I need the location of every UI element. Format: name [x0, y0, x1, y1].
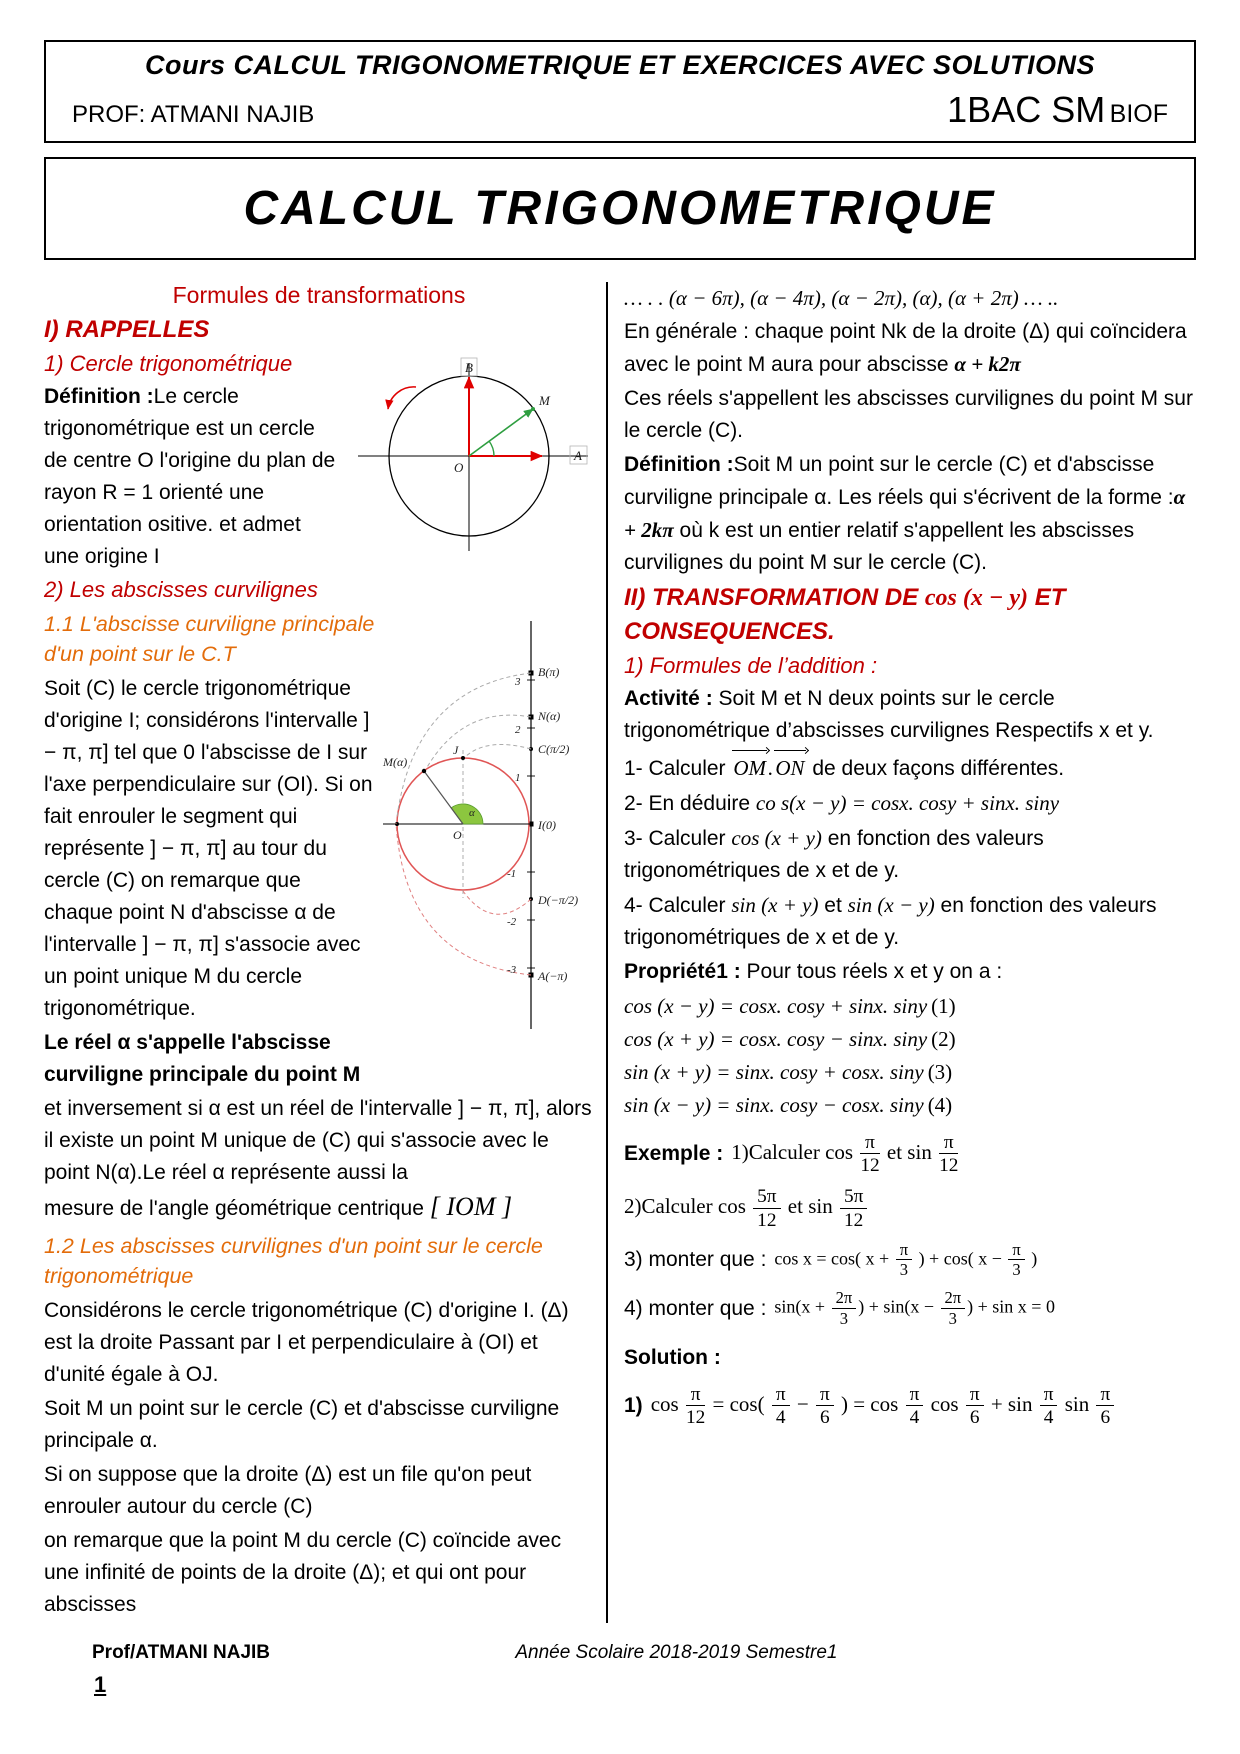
heading-1-2: 1.2 Les abscisses curvilignes d'un point sur le cercle trigonométrique — [44, 1234, 543, 1288]
paragraph-soit-m: Soit M un point sur le cercle (C) et d'abscisse curviligne principale α. — [44, 1397, 560, 1452]
paragraph-on-remarque: on remarque que la point M du cercle (C) coïncide avec une infinité de points de la droite (Δ); et qui ont pour abscisses — [44, 1529, 562, 1616]
formula-2-number: (2) — [931, 1027, 956, 1051]
content-columns — [44, 282, 1196, 1623]
header-box — [44, 40, 1196, 143]
heading-cercle-trigonometrique: 1) Cercle trigonométrique — [44, 351, 293, 376]
item3-post: en fonction des valeurs trigonométriques de x et de y. — [624, 827, 1044, 882]
item1-post: de deux façons différentes. — [806, 757, 1065, 780]
item4-formula1: sin (x + y) — [731, 893, 819, 917]
example-3-formula: cos x = cos( x + $\frac{\pi}{3}$ ) + cos( x − $\frac{\pi}{3}$ ) — [774, 1239, 1038, 1280]
diagram1-label-b: B — [465, 360, 473, 375]
paragraph-mesure-angle — [44, 1191, 594, 1225]
vector-on: ON — [773, 749, 806, 784]
activite-label: Activité : — [624, 687, 713, 710]
vector-om: OM — [731, 749, 768, 784]
definition-abscisses — [624, 449, 1196, 579]
example-1-formula: 1)Calculer cos $\frac{\pi}{12}$ et sin $\frac{\pi}{12}$ — [731, 1132, 959, 1177]
main-title-box — [44, 157, 1196, 260]
item2-formula: co s(x − y) = cosx. cosy + sinx. siny — [755, 791, 1060, 815]
class-level — [947, 89, 1168, 131]
mesure-text: mesure de l'angle géométrique centrique — [44, 1197, 424, 1220]
solution-heading: Solution : — [624, 1345, 721, 1369]
heading-abscisses-curvilignes: 2) Les abscisses curvilignes — [44, 577, 318, 602]
paragraph-ces-reels: Ces réels s'appellent les abscisses curvilignes du point M sur le cercle (C). — [624, 387, 1193, 442]
paragraph-inversement: et inversement si α est un réel de l'intervalle ] − π, π], alors il existe un point M unique de (C) qui s'associe avec le point N(α).Le réel α représente aussi la — [44, 1097, 592, 1184]
diagram2-tick-2: 2 — [515, 724, 521, 736]
diagram2-label-b: B(π) — [538, 665, 560, 679]
diagram2-label-c: C(π/2) — [538, 742, 570, 756]
formula-3 — [624, 1056, 1196, 1089]
diagram1-label-m: M — [539, 393, 550, 408]
paragraph-si-on-suppose: Si on suppose que la droite (Δ) est un file qu'on peut enrouler autour du cercle (C) — [44, 1463, 532, 1518]
diagram2-label-i: I(0) — [538, 818, 556, 832]
diagram2-label-alpha: α — [469, 807, 475, 819]
paragraph-en-generale — [624, 316, 1196, 381]
document-title: CALCUL TRIGONOMETRIQUE — [243, 182, 997, 235]
right-column — [608, 282, 1196, 1623]
definition-text: Le cercle trigonométrique est un cercle de centre O l'origine du plan de rayon R = 1 orienté une orientation ositive. et admet une origine I — [44, 385, 336, 568]
example-line-3 — [624, 1241, 1196, 1279]
diagram2-label-n: N(α) — [538, 709, 561, 723]
formula-1 — [624, 990, 1196, 1023]
heading-formules-addition: 1) Formules de l’addition : — [624, 653, 878, 678]
item4-mid: et — [818, 894, 848, 917]
paragraph-reel-alpha: Le réel α s'appelle l'abscisse curviligne principale du point M — [44, 1031, 361, 1086]
heading-transformation-math: cos (x − y) — [924, 585, 1029, 611]
definition-text-c: où k est un entier relatif s'appellent les abscisses curvilignes du point M sur le cercle (C). — [624, 519, 1135, 574]
propriete-text: Pour tous réels x et y on a : — [740, 960, 1003, 983]
example-4-label: 4) monter que : — [624, 1296, 767, 1320]
diagram2-label-o: O — [453, 828, 462, 842]
diagram1-label-a: A — [574, 448, 582, 463]
footer-prof: Prof/ATMANI NAJIB — [92, 1642, 271, 1663]
heading-1-1: 1.1 L'abscisse curviligne principale d'un point sur le C.T — [44, 612, 375, 666]
item4-formula2: sin (x − y) — [847, 893, 935, 917]
example-line-2 — [624, 1186, 1196, 1230]
definition-label-right: Définition : — [624, 453, 734, 476]
solution-line-1 — [624, 1384, 1196, 1428]
diagram2-tick-3: 3 — [515, 676, 521, 688]
page-footer — [92, 1642, 837, 1664]
example-4-formula: sin(x + $\frac{2\pi}{3}$ ) + sin(x − $\frac{2\pi}{3}$ ) + sin x = 0 — [774, 1288, 1055, 1328]
heading-rappelles: I) RAPPELLES — [44, 316, 210, 343]
solution-1-formula: cos $\frac{\pi}{12}$ = cos( $\frac{\pi}{4}$ − $\frac{\pi}{6}$ ) = cos $\frac{\pi}{4}$ cos $\frac{\pi}{6}$ + sin $\frac{\pi}{4}$ sin $\frac{\pi}{6}$ — [651, 1384, 1117, 1428]
diagram2-tick-m1: -1 — [507, 868, 517, 880]
formula-1-expr: cos (x − y) = cosx. cosy + sinx. siny — [624, 994, 928, 1018]
left-column — [44, 282, 606, 1623]
cercle-block — [44, 351, 594, 575]
formula-3-number: (3) — [927, 1060, 953, 1084]
en-generale-text: En générale : chaque point Nk de la droite (Δ) qui coïncidera avec le point M aura pour abscisse — [624, 320, 1187, 376]
paragraph-abscisse-principale: Soit (C) le cercle trigonométrique d'origine I; considérons l'intervalle ] − π, π] tel que 0 l'abscisse de I sur l'axe perpendiculaire sur (OI). Si on fait enrouler le segment qui représente ] − π, π] au tour du cercle (C) on remarque que chaque point N d'abscisse α de l'intervalle ] − π, π] s'associe avec un point unique M du cercle trigonométrique. — [44, 677, 373, 1020]
diagram2-tick-m3: -3 — [507, 964, 517, 976]
paragraph-propriete — [624, 956, 1196, 988]
en-generale-formula: α + k2π — [954, 352, 1021, 376]
diagram2-label-a: A(−π) — [538, 969, 568, 983]
diagram2-tick-1: 1 — [515, 772, 521, 784]
definition-formula: α + 2kπ — [624, 485, 1186, 542]
diagram2-label-d: D(−π/2) — [538, 893, 579, 907]
section-formules-transformations: Formules de transformations — [172, 282, 466, 308]
page-number: 1 — [94, 1672, 107, 1697]
formula-4-number: (4) — [927, 1093, 953, 1117]
diagram2-label-j: J — [453, 743, 459, 757]
heading-transformation-b: ET CONSEQUENCES. — [624, 584, 1066, 645]
definition-label: Définition : — [44, 385, 154, 408]
class-level-main: 1BAC SM — [947, 89, 1106, 130]
formula-2-expr: cos (x + y) = cosx. cosy − sinx. siny — [624, 1027, 928, 1051]
formula-1-number: (1) — [931, 994, 956, 1018]
prof-row — [62, 89, 1178, 131]
formula-2 — [624, 1023, 1196, 1056]
heading-transformation-a: II) TRANSFORMATION DE — [624, 584, 925, 611]
propriete-label: Propriété1 : — [624, 960, 741, 983]
unit-circle-diagram — [344, 351, 594, 556]
item1-dot: . — [768, 756, 774, 780]
formula-4 — [624, 1089, 1196, 1122]
item-2-deduire — [624, 787, 1196, 820]
activite-text: Soit M et N deux points sur le cercle trigonométrique d’abscisses curvilignes Respectifs x et y. — [624, 687, 1154, 742]
angle-bracket-iom: [ IOM ] — [429, 1192, 513, 1221]
item-4-calculer — [624, 889, 1196, 954]
paragraph-abscisses-suite: … . . (α − 6π), (α − 4π), (α − 2π), (α), (α + 2π) … .. — [624, 286, 1059, 310]
class-level-suffix: BIOF — [1109, 100, 1168, 128]
formula-3-expr: sin (x + y) = sinx. cosy + cosx. siny — [624, 1060, 924, 1084]
example-line-1 — [624, 1132, 1196, 1176]
course-title: Cours CALCUL TRIGONOMETRIQUE ET EXERCICES AVEC SOLUTIONS — [144, 50, 1096, 80]
diagram2-label-m: M(α) — [383, 755, 408, 769]
diagram1-label-o: O — [454, 460, 464, 475]
example-3-label: 3) monter que : — [624, 1248, 767, 1272]
item4-post: en fonction des valeurs trigonométriques de x et de y. — [624, 894, 1157, 949]
example-line-4 — [624, 1289, 1196, 1327]
solution-1-label: 1) — [624, 1394, 643, 1418]
paragraph-considerons: Considérons le cercle trigonométrique (C) d'origine I. (Δ) est la droite Passant par I et perpendiculaire à (OI) et d'unité égale à OJ. — [44, 1299, 569, 1386]
item-1-calculer — [624, 749, 1196, 785]
item4-pre: 4- Calculer — [624, 894, 732, 917]
item3-pre: 3- Calculer — [624, 827, 732, 850]
example-label: Exemple : — [624, 1142, 724, 1166]
curvilinear-abscissa-diagram — [379, 609, 594, 1039]
item2-pre: 2- En déduire — [624, 792, 756, 815]
example-2-formula: 2)Calculer cos $\frac{5\pi}{12}$ et sin $\frac{5\pi}{12}$ — [624, 1186, 869, 1230]
definition-text-a: Soit M un point sur le cercle (C) et d'abscisse curviligne principale α. Les réels qui s'écrivent de la forme : — [624, 453, 1174, 509]
formula-4-expr: sin (x − y) = sinx. cosy − cosx. siny — [624, 1093, 924, 1117]
prof-name: PROF: ATMANI NAJIB — [72, 101, 315, 128]
item3-formula: cos (x + y) — [731, 826, 822, 850]
item-3-calculer — [624, 822, 1196, 887]
item1-pre: 1- Calculer — [624, 757, 726, 780]
diagram2-tick-m2: -2 — [507, 916, 517, 928]
heading-transformation — [624, 581, 1196, 649]
abscisse-principale-block — [44, 609, 594, 1093]
paragraph-activite — [624, 683, 1196, 747]
footer-year: Année Scolaire 2018-2019 Semestre1 — [515, 1642, 838, 1663]
